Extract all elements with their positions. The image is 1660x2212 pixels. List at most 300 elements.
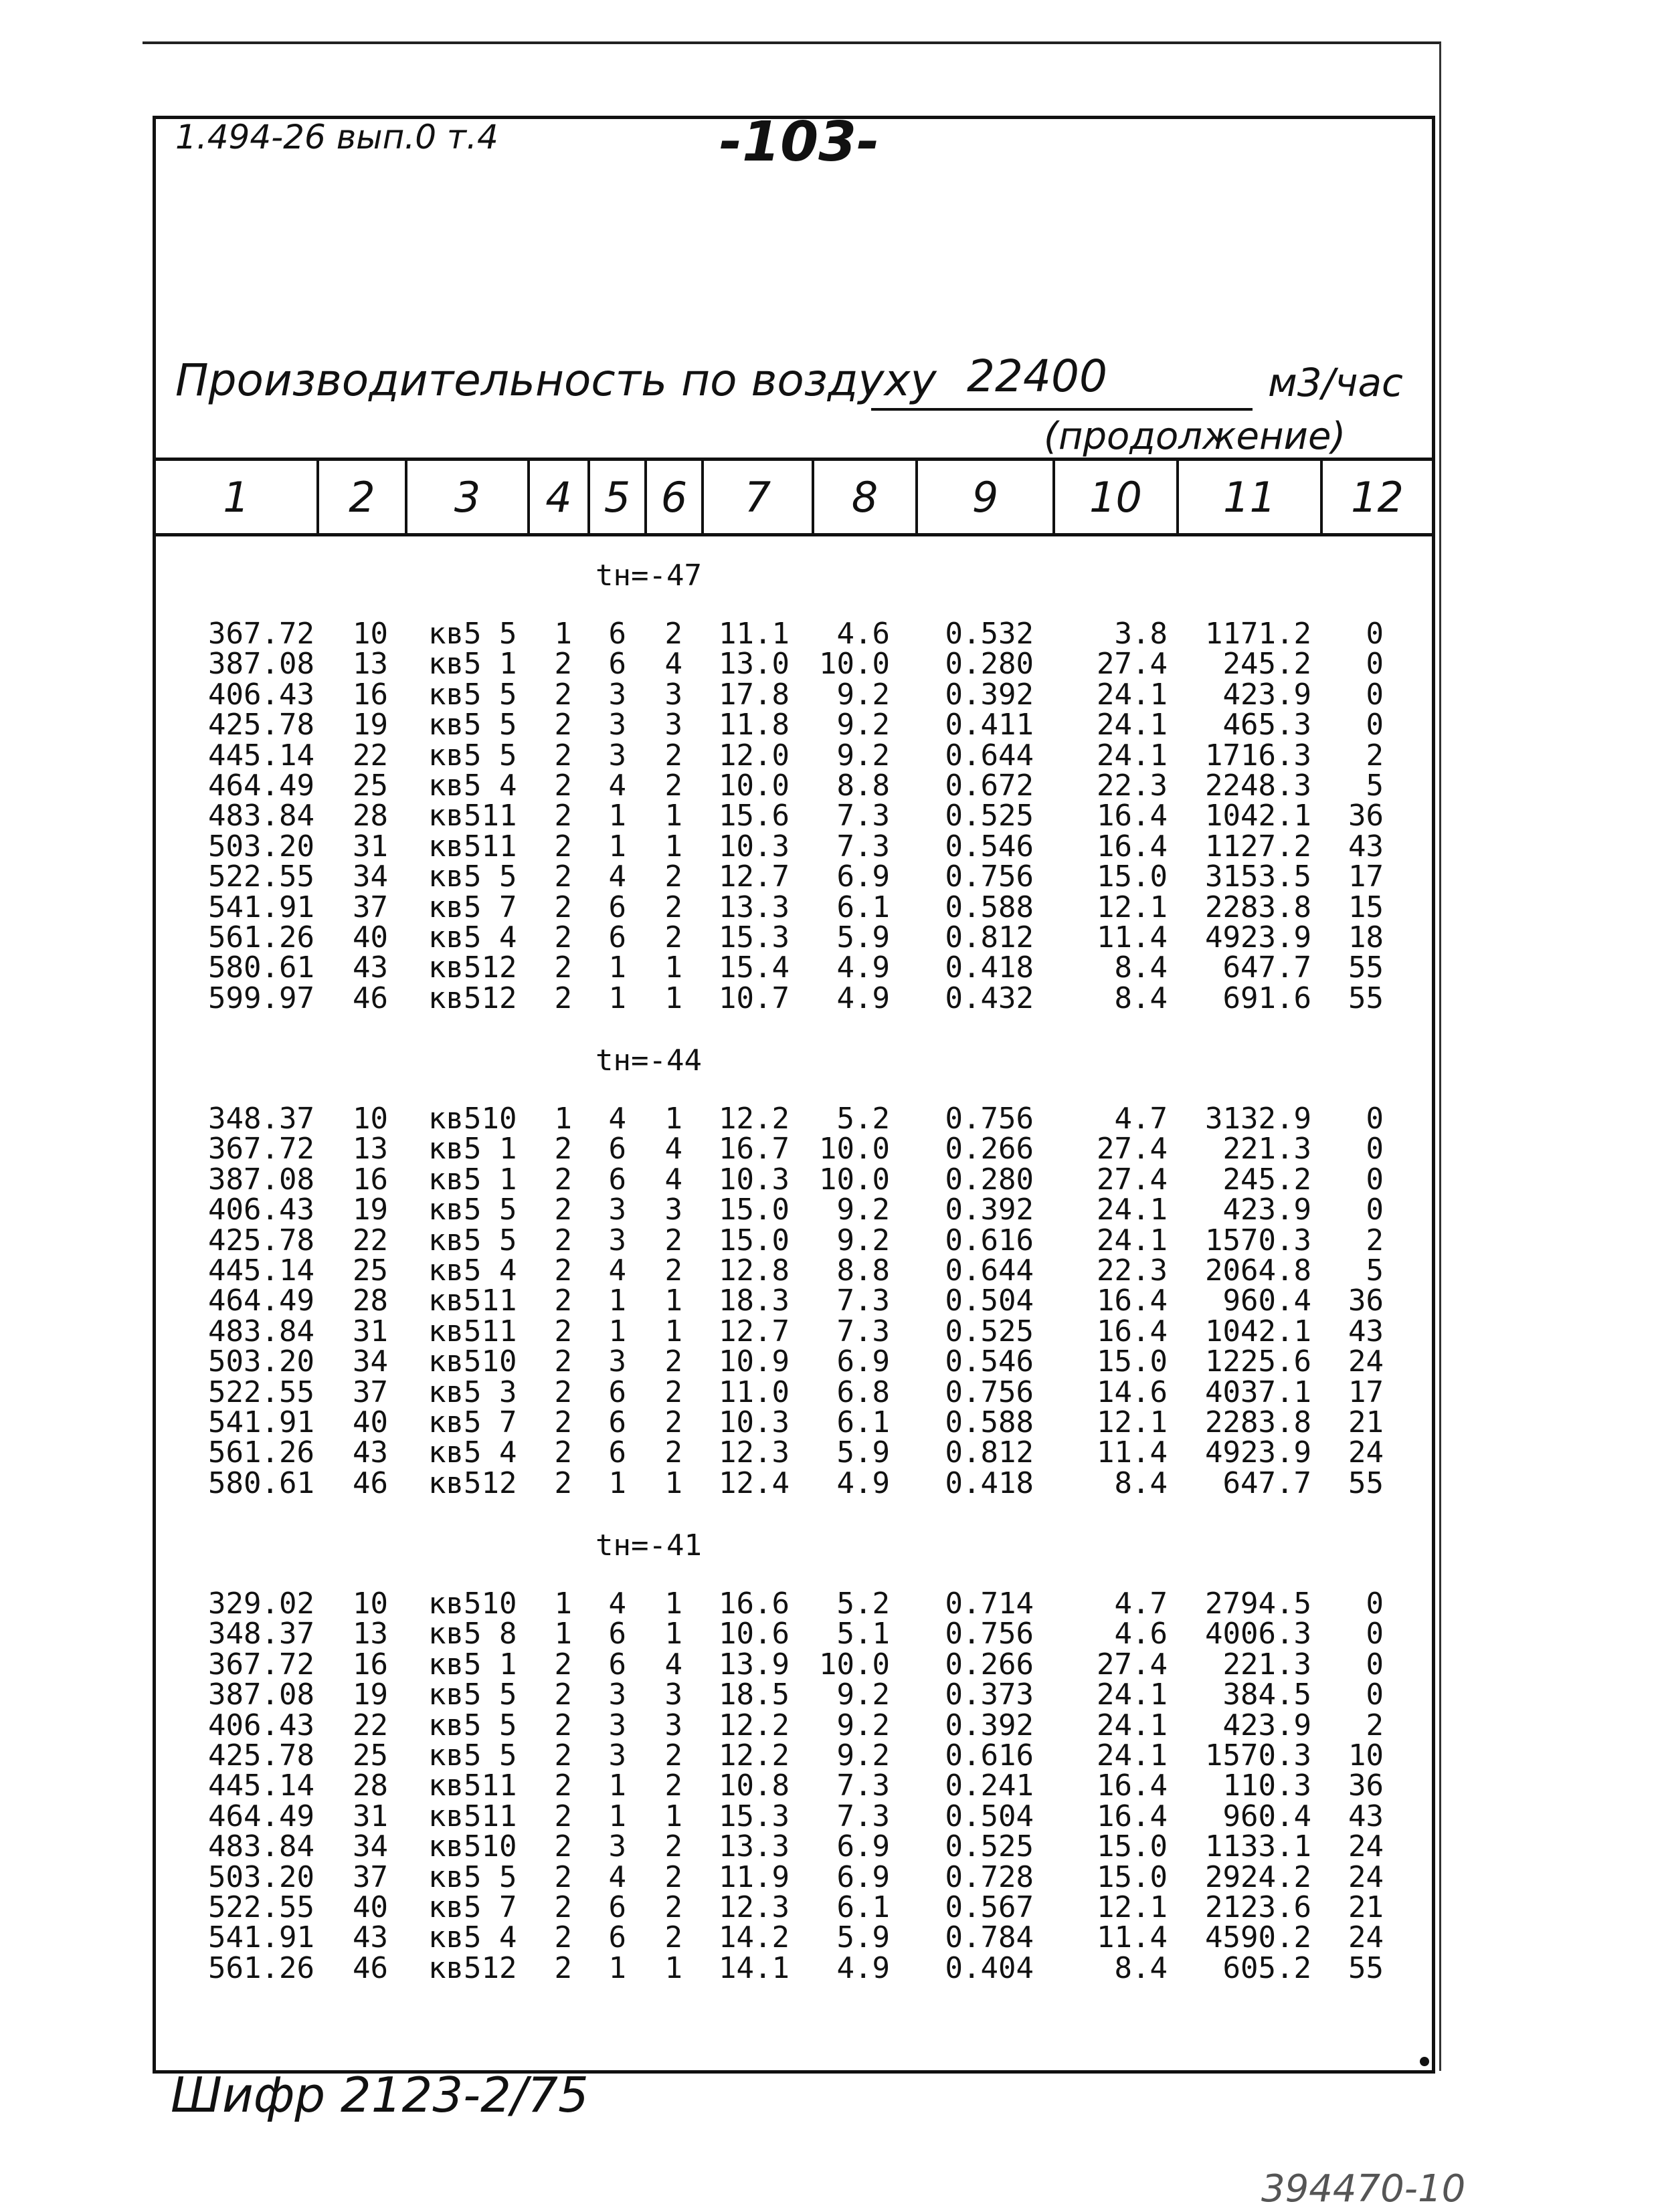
cell-col-4: 2: [554, 1769, 572, 1803]
cell-col-11: 4590.2: [1205, 1920, 1311, 1955]
cell-col-12: 2: [1366, 1708, 1384, 1742]
cell-col-3: кв5 5: [428, 1193, 517, 1227]
cell-col-3: кв5 5: [428, 860, 517, 894]
document-code: 1.494-26 вып.0 т.4: [175, 118, 498, 157]
cell-col-7: 11.0: [719, 1375, 790, 1409]
cell-col-5: 1: [608, 1769, 626, 1803]
cell-col-6: 1: [664, 1950, 682, 1985]
cell-col-11: 221.3: [1222, 1647, 1311, 1682]
cell-col-1: 483.84: [208, 1829, 314, 1864]
cell-col-10: 27.4: [1097, 1132, 1168, 1167]
cell-col-10: 4.6: [1114, 1617, 1168, 1651]
cell-col-12: 24: [1348, 1920, 1384, 1955]
cell-col-6: 2: [664, 1769, 682, 1803]
cell-col-2: 13: [353, 647, 388, 682]
cell-col-9: 0.756: [945, 1102, 1034, 1136]
table-row: [0, 1680, 1660, 1710]
cell-col-10: 24.1: [1097, 1223, 1168, 1258]
ink-dot: [1420, 2057, 1429, 2066]
table-row: [0, 771, 1660, 801]
cell-col-10: 22.3: [1097, 1253, 1168, 1288]
cell-col-2: 46: [353, 1950, 388, 1985]
cell-col-3: кв5 7: [428, 1405, 517, 1439]
cell-col-12: 24: [1348, 1829, 1384, 1864]
cell-col-3: кв510: [428, 1102, 517, 1136]
cell-col-10: 12.1: [1097, 1405, 1168, 1439]
cell-col-8: 6.1: [836, 1405, 890, 1439]
cell-col-3: кв5 4: [428, 920, 517, 954]
cell-col-7: 12.2: [719, 1708, 790, 1742]
table-row: [0, 1223, 1660, 1258]
cell-col-12: 2: [1366, 1223, 1384, 1258]
cell-col-2: 46: [353, 1466, 388, 1500]
cell-col-1: 464.49: [208, 1799, 314, 1833]
table-row: [0, 1892, 1660, 1922]
cell-col-9: 0.404: [945, 1950, 1034, 1985]
cell-col-12: 0: [1366, 1647, 1384, 1682]
cell-col-12: 0: [1366, 1587, 1384, 1621]
cell-col-7: 16.7: [719, 1132, 790, 1167]
cell-col-5: 6: [608, 617, 626, 651]
cell-col-4: 1: [554, 1102, 572, 1136]
cell-col-9: 0.373: [945, 1678, 1034, 1712]
column-header: 10: [1052, 461, 1176, 533]
cell-col-2: 13: [353, 1132, 388, 1167]
cell-col-7: 10.3: [719, 1162, 790, 1197]
cell-col-5: 6: [608, 1890, 626, 1924]
cell-col-6: 1: [664, 950, 682, 985]
cell-col-4: 2: [554, 1193, 572, 1227]
cell-col-5: 1: [608, 1466, 626, 1500]
cell-col-7: 12.2: [719, 1738, 790, 1773]
cell-col-6: 2: [664, 1375, 682, 1409]
cell-col-4: 2: [554, 1890, 572, 1924]
cell-col-3: кв5 4: [428, 1253, 517, 1288]
table-row: [0, 1771, 1660, 1801]
cell-col-9: 0.432: [945, 981, 1034, 1015]
cell-col-3: кв512: [428, 981, 517, 1015]
cell-col-4: 2: [554, 829, 572, 864]
cell-col-7: 12.7: [719, 1314, 790, 1348]
cell-col-5: 4: [608, 860, 626, 894]
cell-col-2: 40: [353, 1405, 388, 1439]
cell-col-4: 2: [554, 1435, 572, 1470]
cell-col-5: 1: [608, 1799, 626, 1833]
cell-col-3: кв511: [428, 1284, 517, 1318]
cell-col-7: 10.8: [719, 1769, 790, 1803]
cell-col-3: кв510: [428, 1829, 517, 1864]
table-row: [0, 1377, 1660, 1407]
cell-col-10: 11.4: [1097, 1435, 1168, 1470]
table-row: [0, 1831, 1660, 1862]
column-header: 2: [316, 461, 405, 533]
cell-col-3: кв5 1: [428, 1132, 517, 1167]
cell-col-7: 15.0: [719, 1193, 790, 1227]
cell-col-9: 0.525: [945, 1829, 1034, 1864]
cell-col-7: 13.0: [719, 647, 790, 682]
cell-col-1: 348.37: [208, 1102, 314, 1136]
cell-col-4: 2: [554, 1253, 572, 1288]
cell-col-5: 6: [608, 1647, 626, 1682]
cell-col-4: 2: [554, 1859, 572, 1894]
cell-col-7: 11.8: [719, 708, 790, 742]
table-row: [0, 710, 1660, 740]
cell-col-10: 27.4: [1097, 1162, 1168, 1197]
cell-col-10: 16.4: [1097, 1284, 1168, 1318]
cell-col-8: 4.9: [836, 1466, 890, 1500]
cell-col-11: 960.4: [1222, 1284, 1311, 1318]
cell-col-6: 3: [664, 677, 682, 712]
table-row: [0, 1437, 1660, 1468]
cell-col-8: 7.3: [836, 829, 890, 864]
cell-col-8: 10.0: [819, 1162, 890, 1197]
cell-col-2: 37: [353, 890, 388, 924]
cell-col-6: 3: [664, 1678, 682, 1712]
cell-col-8: 9.2: [836, 1223, 890, 1258]
cell-col-1: 464.49: [208, 769, 314, 803]
cell-col-2: 22: [353, 1708, 388, 1742]
cell-col-2: 10: [353, 1102, 388, 1136]
cell-col-11: 1570.3: [1205, 1223, 1311, 1258]
cell-col-4: 2: [554, 738, 572, 773]
cell-col-4: 2: [554, 1314, 572, 1348]
cell-col-5: 6: [608, 1375, 626, 1409]
cell-col-4: 2: [554, 1708, 572, 1742]
cell-col-4: 2: [554, 769, 572, 803]
cell-col-5: 3: [608, 1193, 626, 1227]
cell-col-12: 15: [1348, 890, 1384, 924]
column-header: 7: [701, 461, 812, 533]
cell-col-7: 18.5: [719, 1678, 790, 1712]
cell-col-10: 8.4: [1114, 1950, 1168, 1985]
cell-col-6: 4: [664, 1132, 682, 1167]
cell-col-9: 0.418: [945, 1466, 1034, 1500]
cell-col-7: 10.0: [719, 769, 790, 803]
cell-col-11: 4006.3: [1205, 1617, 1311, 1651]
cell-col-8: 6.9: [836, 1829, 890, 1864]
table-row: [0, 1710, 1660, 1740]
table-row: [0, 1346, 1660, 1377]
cell-col-9: 0.532: [945, 617, 1034, 651]
cell-col-2: 13: [353, 1617, 388, 1651]
table-row: [0, 1255, 1660, 1286]
cell-col-12: 55: [1348, 1466, 1384, 1500]
cell-col-12: 36: [1348, 1769, 1384, 1803]
cell-col-12: 10: [1348, 1738, 1384, 1773]
cell-col-6: 1: [664, 1284, 682, 1318]
cell-col-8: 7.3: [836, 1284, 890, 1318]
cell-col-7: 14.1: [719, 1950, 790, 1985]
cell-col-11: 4923.9: [1205, 1435, 1311, 1470]
cell-col-3: кв512: [428, 950, 517, 985]
cell-col-6: 2: [664, 860, 682, 894]
cell-col-1: 522.55: [208, 860, 314, 894]
cell-col-1: 541.91: [208, 890, 314, 924]
cell-col-2: 40: [353, 1890, 388, 1924]
cell-col-1: 503.20: [208, 829, 314, 864]
cell-col-7: 12.3: [719, 1435, 790, 1470]
cell-col-5: 1: [608, 950, 626, 985]
cell-col-11: 1127.2: [1205, 829, 1311, 864]
cell-col-8: 10.0: [819, 1647, 890, 1682]
cell-col-12: 36: [1348, 1284, 1384, 1318]
cell-col-12: 0: [1366, 647, 1384, 682]
cell-col-12: 24: [1348, 1859, 1384, 1894]
cell-col-12: 17: [1348, 860, 1384, 894]
cell-col-11: 423.9: [1222, 677, 1311, 712]
cell-col-4: 2: [554, 1466, 572, 1500]
cell-col-2: 37: [353, 1375, 388, 1409]
cell-col-8: 9.2: [836, 708, 890, 742]
cell-col-12: 5: [1366, 1253, 1384, 1288]
cell-col-7: 16.6: [719, 1587, 790, 1621]
cell-col-3: кв511: [428, 1799, 517, 1833]
cell-col-6: 1: [664, 1102, 682, 1136]
cell-col-2: 22: [353, 1223, 388, 1258]
cell-col-2: 43: [353, 1920, 388, 1955]
cell-col-10: 27.4: [1097, 1647, 1168, 1682]
cell-col-11: 1716.3: [1205, 738, 1311, 773]
cell-col-4: 2: [554, 890, 572, 924]
cell-col-3: кв5 1: [428, 1647, 517, 1682]
cell-col-8: 6.9: [836, 860, 890, 894]
cell-col-10: 24.1: [1097, 1708, 1168, 1742]
table-row: [0, 1468, 1660, 1498]
cell-col-12: 17: [1348, 1375, 1384, 1409]
cell-col-8: 9.2: [836, 1193, 890, 1227]
cell-col-6: 4: [664, 1647, 682, 1682]
cell-col-2: 31: [353, 829, 388, 864]
cell-col-9: 0.392: [945, 1708, 1034, 1742]
cell-col-1: 503.20: [208, 1344, 314, 1379]
cell-col-5: 6: [608, 1405, 626, 1439]
section-title: tн=-44: [595, 1043, 702, 1078]
cell-col-7: 13.3: [719, 1829, 790, 1864]
cell-col-2: 19: [353, 1678, 388, 1712]
cell-col-12: 0: [1366, 708, 1384, 742]
table-header: [156, 458, 1432, 536]
cell-col-10: 15.0: [1097, 1829, 1168, 1864]
cell-col-1: 329.02: [208, 1587, 314, 1621]
cell-col-9: 0.812: [945, 920, 1034, 954]
cell-col-12: 36: [1348, 799, 1384, 833]
cell-col-8: 9.2: [836, 1738, 890, 1773]
cell-col-2: 43: [353, 950, 388, 985]
cell-col-6: 1: [664, 799, 682, 833]
cell-col-10: 24.1: [1097, 1738, 1168, 1773]
table-row: [0, 1801, 1660, 1831]
cell-col-9: 0.714: [945, 1587, 1034, 1621]
cell-col-4: 2: [554, 860, 572, 894]
cell-col-1: 561.26: [208, 1950, 314, 1985]
cell-col-12: 0: [1366, 1102, 1384, 1136]
cell-col-11: 4037.1: [1205, 1375, 1311, 1409]
table-row: [0, 862, 1660, 892]
cell-col-6: 1: [664, 981, 682, 1015]
cell-col-6: 2: [664, 1738, 682, 1773]
cell-col-11: 1133.1: [1205, 1829, 1311, 1864]
cell-col-5: 1: [608, 1950, 626, 1985]
cell-col-1: 483.84: [208, 1314, 314, 1348]
cell-col-10: 12.1: [1097, 890, 1168, 924]
cell-col-5: 3: [608, 1708, 626, 1742]
cell-col-11: 4923.9: [1205, 920, 1311, 954]
cell-col-1: 483.84: [208, 799, 314, 833]
cell-col-3: кв5 4: [428, 1435, 517, 1470]
cell-col-4: 2: [554, 1375, 572, 1409]
cell-col-6: 1: [664, 1587, 682, 1621]
column-header: 1: [223, 472, 250, 522]
cell-col-12: 43: [1348, 1314, 1384, 1348]
cell-col-6: 2: [664, 1344, 682, 1379]
cell-col-4: 2: [554, 1738, 572, 1773]
cell-col-8: 5.2: [836, 1102, 890, 1136]
cell-col-10: 8.4: [1114, 950, 1168, 985]
cell-col-5: 4: [608, 1253, 626, 1288]
cell-col-11: 2248.3: [1205, 769, 1311, 803]
cell-col-8: 7.3: [836, 1314, 890, 1348]
cell-col-5: 6: [608, 647, 626, 682]
cell-col-11: 2283.8: [1205, 1405, 1311, 1439]
cell-col-3: кв5 5: [428, 1678, 517, 1712]
cell-col-12: 21: [1348, 1890, 1384, 1924]
cell-col-1: 425.78: [208, 1738, 314, 1773]
column-header: 12: [1320, 461, 1432, 533]
cell-col-2: 25: [353, 769, 388, 803]
cell-col-10: 16.4: [1097, 1769, 1168, 1803]
cell-col-12: 43: [1348, 829, 1384, 864]
cell-col-2: 19: [353, 1193, 388, 1227]
cell-col-8: 5.1: [836, 1617, 890, 1651]
cell-col-1: 541.91: [208, 1405, 314, 1439]
cell-col-9: 0.525: [945, 1314, 1034, 1348]
cell-col-11: 245.2: [1222, 647, 1311, 682]
cell-col-2: 40: [353, 920, 388, 954]
cell-col-2: 31: [353, 1314, 388, 1348]
table-row: [0, 983, 1660, 1013]
cell-col-5: 4: [608, 1102, 626, 1136]
cell-col-4: 2: [554, 1162, 572, 1197]
cell-col-10: 12.1: [1097, 1890, 1168, 1924]
cell-col-2: 10: [353, 617, 388, 651]
cell-col-8: 5.9: [836, 920, 890, 954]
cell-col-4: 2: [554, 1920, 572, 1955]
cell-col-2: 16: [353, 1647, 388, 1682]
performance-value: 22400: [967, 350, 1107, 402]
cell-col-5: 6: [608, 1920, 626, 1955]
cell-col-8: 9.2: [836, 1678, 890, 1712]
cell-col-9: 0.644: [945, 1253, 1034, 1288]
cell-col-2: 25: [353, 1253, 388, 1288]
cell-col-9: 0.812: [945, 1435, 1034, 1470]
cell-col-4: 2: [554, 1344, 572, 1379]
cell-col-12: 43: [1348, 1799, 1384, 1833]
cell-col-9: 0.504: [945, 1799, 1034, 1833]
cell-col-3: кв510: [428, 1587, 517, 1621]
cell-col-4: 2: [554, 647, 572, 682]
cell-col-1: 561.26: [208, 920, 314, 954]
cell-col-12: 18: [1348, 920, 1384, 954]
cell-col-1: 387.08: [208, 1162, 314, 1197]
cell-col-2: 34: [353, 860, 388, 894]
cell-col-5: 3: [608, 677, 626, 712]
cell-col-3: кв511: [428, 829, 517, 864]
cell-col-2: 46: [353, 981, 388, 1015]
cell-col-11: 423.9: [1222, 1193, 1311, 1227]
cell-col-7: 15.3: [719, 920, 790, 954]
cell-col-8: 5.2: [836, 1587, 890, 1621]
cell-col-8: 9.2: [836, 677, 890, 712]
cell-col-11: 384.5: [1222, 1678, 1311, 1712]
cell-col-11: 2064.8: [1205, 1253, 1311, 1288]
cell-col-7: 12.0: [719, 738, 790, 773]
cell-col-8: 6.1: [836, 890, 890, 924]
cell-col-6: 2: [664, 1890, 682, 1924]
cell-col-8: 9.2: [836, 1708, 890, 1742]
column-header: 3: [405, 461, 527, 533]
cell-col-9: 0.280: [945, 647, 1034, 682]
cell-col-1: 522.55: [208, 1890, 314, 1924]
cell-col-2: 22: [353, 738, 388, 773]
cell-col-9: 0.588: [945, 890, 1034, 924]
cell-col-4: 2: [554, 677, 572, 712]
cell-col-2: 25: [353, 1738, 388, 1773]
cell-col-8: 5.9: [836, 1435, 890, 1470]
cell-col-5: 1: [608, 1284, 626, 1318]
table-row: [0, 1589, 1660, 1619]
cell-col-9: 0.241: [945, 1769, 1034, 1803]
continuation-label: (продолжение): [1044, 415, 1346, 458]
cell-col-1: 425.78: [208, 708, 314, 742]
cell-col-3: кв5 5: [428, 617, 517, 651]
cell-col-2: 28: [353, 1769, 388, 1803]
cell-col-5: 6: [608, 1435, 626, 1470]
table-row: [0, 740, 1660, 771]
cell-col-10: 24.1: [1097, 738, 1168, 773]
performance-underline: [871, 408, 1253, 411]
performance-unit: м3/час: [1268, 360, 1403, 405]
cell-col-5: 3: [608, 1223, 626, 1258]
cell-col-7: 15.0: [719, 1223, 790, 1258]
cell-col-9: 0.546: [945, 1344, 1034, 1379]
cell-col-4: 2: [554, 1647, 572, 1682]
table-row: [0, 647, 1660, 682]
cell-col-9: 0.616: [945, 1223, 1034, 1258]
cell-col-6: 3: [664, 1708, 682, 1742]
cell-col-3: кв5 8: [428, 1617, 517, 1651]
cell-col-6: 2: [664, 738, 682, 773]
cell-col-8: 7.3: [836, 1769, 890, 1803]
cell-col-1: 406.43: [208, 677, 314, 712]
cell-col-12: 0: [1366, 677, 1384, 712]
cell-col-3: кв5 5: [428, 1738, 517, 1773]
cell-col-11: 2924.2: [1205, 1859, 1311, 1894]
performance-label: Производительность по воздуху: [175, 355, 937, 406]
cell-col-11: 2794.5: [1205, 1587, 1311, 1621]
cell-col-4: 2: [554, 1678, 572, 1712]
cell-col-11: 2283.8: [1205, 890, 1311, 924]
cell-col-10: 8.4: [1114, 1466, 1168, 1500]
cell-col-4: 1: [554, 617, 572, 651]
cell-col-8: 4.6: [836, 617, 890, 651]
cell-col-2: 10: [353, 1587, 388, 1621]
cell-col-3: кв5 1: [428, 647, 517, 682]
cell-col-1: 445.14: [208, 1769, 314, 1803]
cell-col-7: 12.4: [719, 1466, 790, 1500]
cell-col-2: 37: [353, 1859, 388, 1894]
cell-col-11: 423.9: [1222, 1708, 1311, 1742]
cell-col-2: 43: [353, 1435, 388, 1470]
